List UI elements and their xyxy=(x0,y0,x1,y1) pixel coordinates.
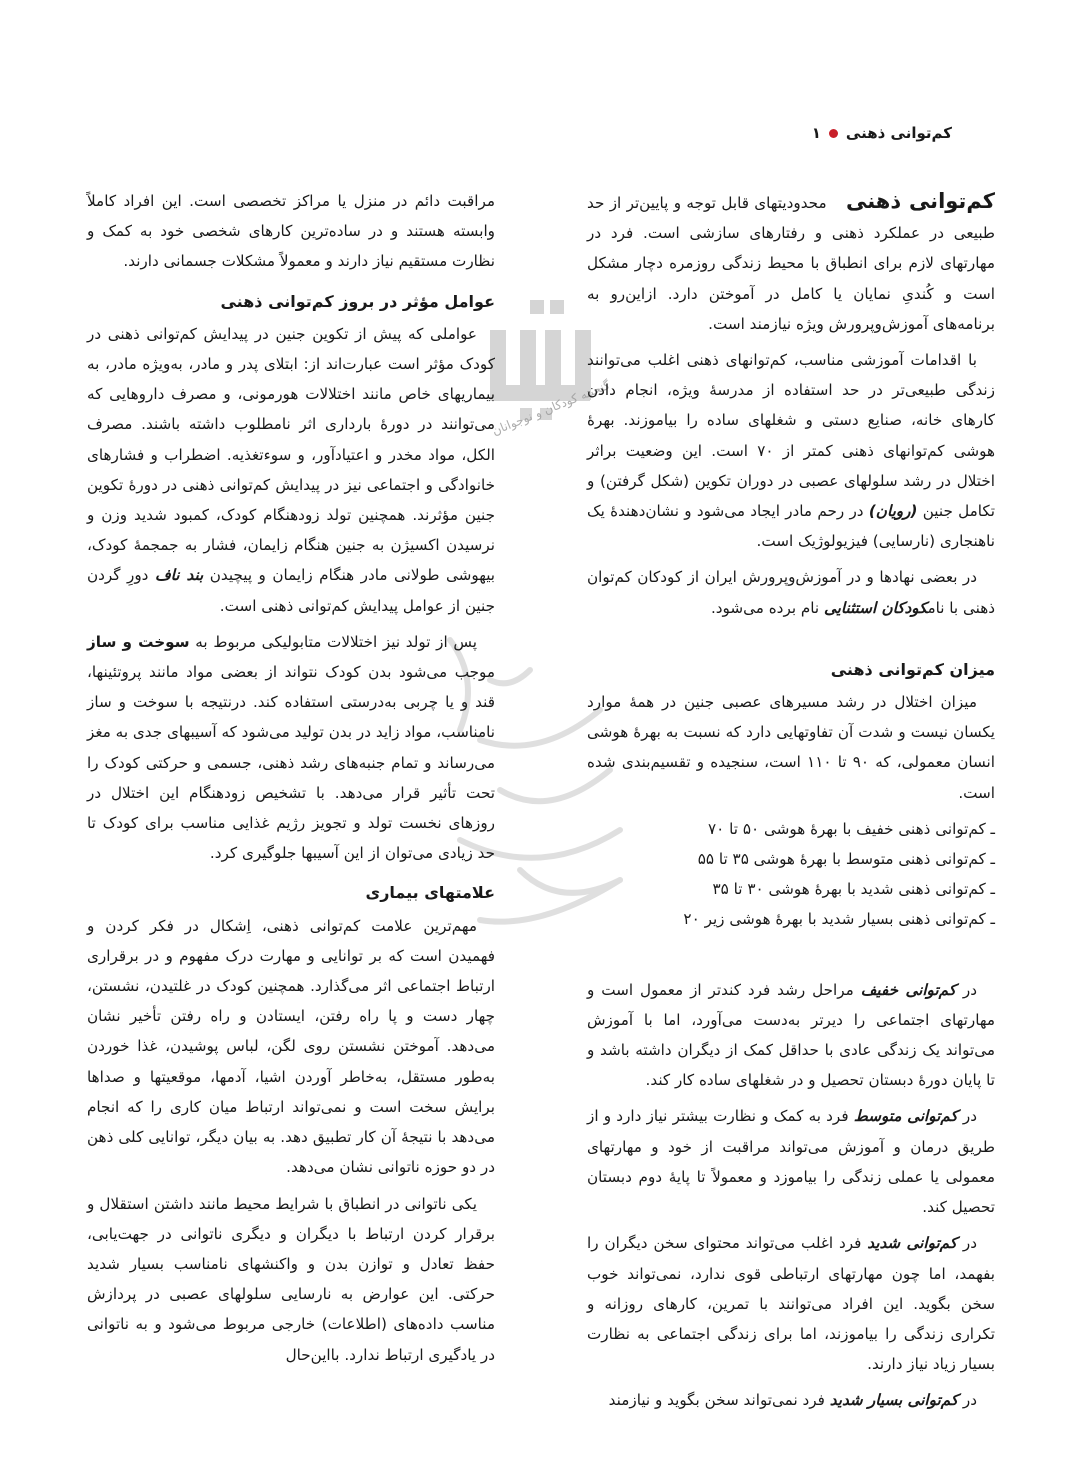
profound-pre: در xyxy=(962,1391,977,1410)
chapter-title: کم‌توانی ذهنی xyxy=(845,124,952,142)
page-number: ۱ xyxy=(811,124,821,142)
right-column xyxy=(587,186,995,1422)
list-item: ـ کم‌توانی ذهنی بسیار شدید با بهرهٔ هوشی زیر ۲۰ xyxy=(683,910,995,929)
iran-text: در بعضی نهادها و در آموزش‌وپرورش ایران از کودکان کم‌توان ذهنی با نام xyxy=(587,568,995,617)
factors-text: عواملی که پیش از تکوین جنین در پیدایش کم‌توانی ذهنی در کودک مؤثر است عبارت‌اند از: ابتلای پدر و مادر، به‌ویژه مادر، به بیماریهای خاص مانند اختلالات هورمونی، و مصرف داروهایی که می‌توانند در دورهٔ بارداری اثر نامطلوب داشته باشند. مصرف الکل، مواد مخدر و اعتیادآور، و سوءتغذیه. اضطراب و فشارهای خانوادگی و اجتماعی نیز در پیدایش کم‌توانی ذهنی در دورهٔ تکوین جنین مؤثرند. همچنین تولد زودهنگام کودک، کمبود شدید وزن و نرسیدن اکسیژن به جنین هنگام زایمان، فشار به جمجمهٔ کودک، بیهوشی طولانی مادر هنگام زایمان و پیچیدن xyxy=(87,324,496,585)
continuation-paragraph: مراقبت دائم در منزل یا مراکز تخصصی است. این افراد کاملاً وابسته هستند و در ساده‌ترین کارهای شخصی خود به کمک و نظارت مستقیم نیاز دارند و معمولاً مشکلات جسمانی دارند. xyxy=(87,192,495,271)
factors-text-end: دورِ گردن جنین از عوامل پیدایش کم‌توانی ذهنی است. xyxy=(87,566,495,615)
education-text-end: در رحم مادر ایجاد می‌شود و نشان‌دهندهٔ یک ناهنجاری (نارسایی) فیزیولوژیک است. xyxy=(587,502,995,551)
term-umbilical-cord: بند ناف xyxy=(154,566,204,585)
metabolism-text: پس از تولد نیز اختلالات متابولیکی مربوط به xyxy=(195,632,477,651)
running-head xyxy=(812,124,952,142)
profound-paragraph xyxy=(587,1385,995,1415)
moderate-pre: در xyxy=(962,1107,978,1126)
term-severe: کم‌توانی شدید xyxy=(867,1234,958,1253)
iran-text-end: نام برده می‌شود. xyxy=(710,598,820,617)
term-metabolism: سوخت و ساز xyxy=(87,632,190,651)
intro-paragraph xyxy=(587,186,995,339)
profound-text: فرد نمی‌تواند سخن بگوید و نیازمند xyxy=(608,1391,825,1410)
left-column xyxy=(87,186,495,1376)
term-moderate: کم‌توانی متوسط xyxy=(853,1107,958,1126)
spacer xyxy=(587,941,995,975)
signs-paragraph-2: یکی ناتوانی در انطباق با شرایط محیط مانند داشتن استقلال و برقرار کردن ارتباط با دیگران و دیگری ناتوانی در جهت‌یابی، حفظ تعادل و توازن بدن و واکنشهای نامناسب بسیار شدید حرکتی. این عوارض به نارسایی سلولهای عصبی در پردازش مناسب داده‌های (اطلاعات) خارجی مربوط می‌شود و به ناتوانی در یادگیری ارتباط ندارد. بااین‌حال xyxy=(87,1194,495,1364)
term-exceptional-children: کودکان استثنایی xyxy=(823,598,928,617)
term-mild: کم‌توانی خفیف xyxy=(860,980,956,999)
red-dot-icon xyxy=(829,129,838,138)
section-title-signs: علامتهای بیماری xyxy=(365,883,495,903)
severe-text: فرد اغلب می‌تواند محتوای سخن دیگران را بفهمد، اما چون مهارتهای ارتباطی قوی ندارد، نمی‌تواند خوب سخن بگوید. این افراد می‌توانند با تمرین، کارهای روزانه و تکراری زندگی را بیاموزند، اما برای زندگی اجتماعی به نظارت بسیار زیاد نیاز دارند. xyxy=(587,1234,995,1374)
term-profound: کم‌توانی بسیار شدید xyxy=(829,1391,959,1410)
watermark-small-text: گنجینه کودکان و نوجوانان xyxy=(490,377,612,438)
list-item: ـ کم‌توانی ذهنی شدید با بهرهٔ هوشی ۳۰ تا ۳۵ xyxy=(712,880,995,899)
section-title-levels: میزان کم‌توانی ذهنی xyxy=(830,659,995,679)
intro-term: کم‌توانی ذهنی xyxy=(845,189,996,213)
list-item: ـ کم‌توانی ذهنی خفیف با بهرهٔ هوشی ۵۰ تا ۷۰ xyxy=(708,819,995,838)
signs-paragraph: مهم‌ترین علامت کم‌توانی ذهنی، اِشکال در فکر کردن و فهمیدن است که بر توانایی و مهارت درک مفهوم و در برقراری ارتباط اجتماعی اثر می‌گذارد. همچنین کودک در غلتیدن، نشستن، چهار دست و پا راه رفتن، ایستادن و راه رفتن تأخیر نشان می‌دهد. آموختن نشستن روی لگن، لباس پوشیدن، غذا خوردن به‌طور مستقل، به‌خاطر آوردن اشیا، آدمها، موقعیتها و صداها برایش سخت است و نمی‌تواند ارتباط میان کاری را که انجام می‌دهد با نتیجهٔ آن کار تطبیق دهد. به بیان دیگر، توانایی کلی ذهن در دو حوزه ناتوانی نشان می‌دهد. xyxy=(87,916,495,1177)
term-embryo: (رویان) xyxy=(868,502,918,521)
factors-paragraph xyxy=(87,319,495,621)
mild-text: مراحل رشد فرد کندتر از معمول است و مهارتهای اجتماعی را دیرتر به‌دست می‌آورد، اما با آموزش می‌تواند یک زندگی عادی با حداقل کمک از دیگران داشته باشد و تا پایان دورهٔ دبستان تحصیل و در شغلهای ساده کار کند. xyxy=(587,980,995,1090)
levels-list xyxy=(587,814,995,935)
severe-pre: در xyxy=(962,1234,978,1253)
levels-paragraph: میزان اختلال در رشد مسیرهای عصبی جنین در همهٔ موارد یکسان نیست و شدت آن تفاوتهایی دارد که نسبت به بهرهٔ هوشی انسان معمولی، که ۹۰ تا ۱۱۰ است، سنجیده و تقسیم‌بندی شده است. xyxy=(587,693,995,802)
moderate-text: فرد به کمک و نظارت بیشتر نیاز دارد و از طریق درمان و آموزش می‌تواند مراقبت از خود و مهارتهای معمولی یا عملی زندگی را بیاموزد و معمولاً تا پایهٔ دوم دبستان تحصیل کند. xyxy=(587,1107,995,1217)
iran-paragraph xyxy=(587,562,995,622)
list-item: ـ کم‌توانی ذهنی متوسط با بهرهٔ هوشی ۳۵ تا ۵۵ xyxy=(697,850,995,869)
education-paragraph xyxy=(587,345,995,556)
intro-text: محدودیتهای قابل توجه و پایین‌تر از حد طبیعی در عملکرد ذهنی و رفتارهای سازشی است. فرد در مهارتهای لازم برای انطباق با محیط زندگی روزمره دچار مشکل است و کُندیِ نمایان یا کامل در آموختن دارد. ازاین‌رو به برنامه‌های آموزش‌وپرورش ویژه نیازمند است. xyxy=(587,194,995,333)
section-title-factors: عوامل مؤثر در بروز کم‌توانی ذهنی xyxy=(220,291,495,311)
mild-paragraph xyxy=(587,975,995,1096)
metabolism-paragraph xyxy=(87,627,495,869)
metabolism-text-end: موجب می‌شود بدن کودک نتواند از بعضی مواد مانند پروتئینها، قند و یا چربی به‌درستی استفاده کند. درنتیجه با سوخت و ساز نامناسب، مواد زاید در بدن تولید می‌شود که آسیبهای جدی به مغز می‌رساند و تمام جنبه‌های رشد ذهنی، جسمی و حرکتی کودک را تحت تأثیر قرار می‌دهد. با تشخیص زودهنگام این اختلال در روزهای نخست تولد و تجویز رژیم غذایی مناسب برای کودک تا حد زیادی می‌توان از این آسیبها جلوگیری کرد. xyxy=(87,663,495,863)
moderate-paragraph xyxy=(587,1101,995,1222)
severe-paragraph xyxy=(587,1228,995,1379)
education-text: با اقدامات آموزشی مناسب، کم‌توانهای ذهنی اغلب می‌توانند زندگی طبیعی‌تر در حد استفاده از مدرسهٔ ویژه، انجام دادن کارهای خانه، صنایع دستی و شغلهای ساده را بیاموزند. بهرهٔ هوشی کم‌توانهای ذهنی کمتر از ۷۰ است. این وضعیت براثر اختلال در رشد سلولهای عصبی در دوران تکوین (شکل گرفتن) و تکامل جنین xyxy=(587,351,995,521)
mild-pre: در xyxy=(962,980,977,999)
